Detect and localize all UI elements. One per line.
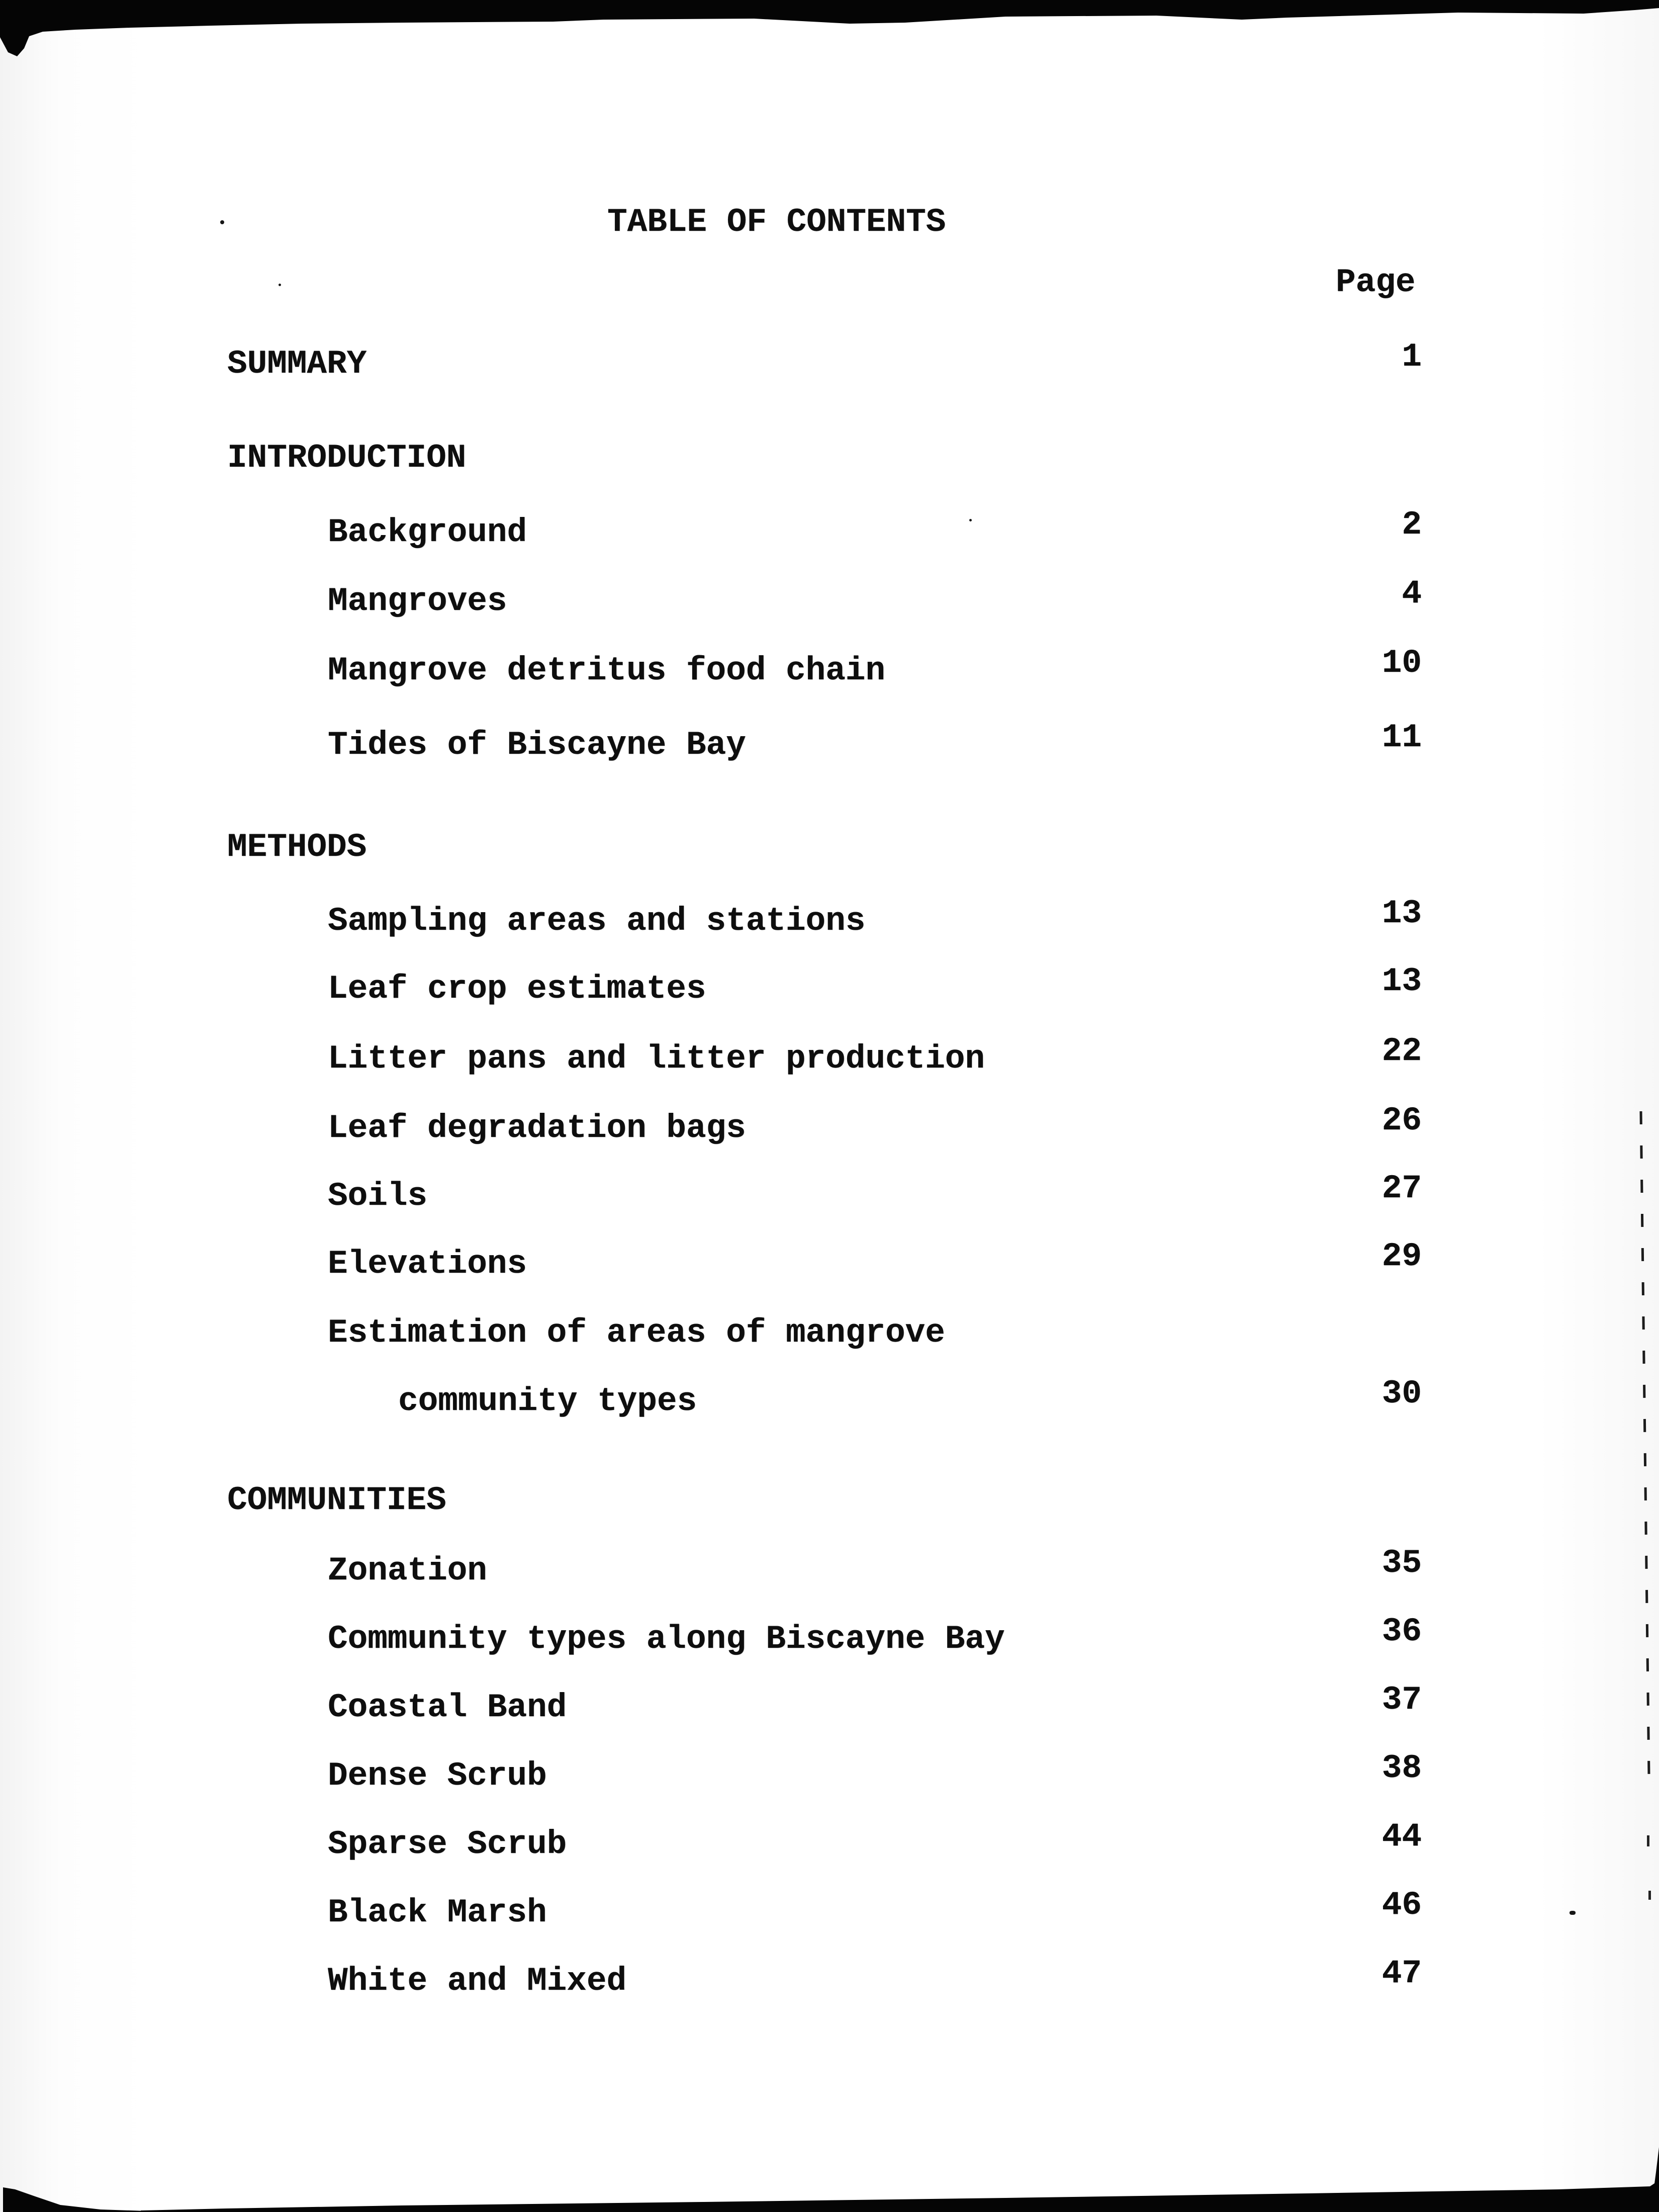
toc-row-mangrove-detritus	[0, 644, 1659, 692]
toc-entry-label: Leaf degradation bags	[328, 1109, 746, 1147]
toc-row-litter-pans	[0, 1032, 1659, 1080]
toc-row-communities	[0, 1480, 1659, 1522]
page-title: TABLE OF CONTENTS	[607, 203, 946, 241]
toc-row-leaf-degradation	[0, 1102, 1659, 1149]
toc-page-number: 27	[1381, 1170, 1422, 1207]
toc-row-summary	[0, 338, 1659, 385]
toc-page-number: 22	[1381, 1032, 1422, 1070]
ink-speck	[220, 220, 224, 224]
toc-row-coastal-band	[0, 1681, 1659, 1729]
toc-row-leaf-crop	[0, 962, 1659, 1010]
toc-row-sampling-areas	[0, 895, 1659, 942]
toc-entry-label: Tides of Biscayne Bay	[328, 726, 746, 764]
toc-page-number: 10	[1381, 644, 1422, 682]
toc-entry-label: Zonation	[328, 1552, 487, 1589]
toc-row-community-types-biscayne	[0, 1613, 1659, 1660]
toc-page-number: 26	[1381, 1102, 1422, 1139]
toc-entry-label: Soils	[328, 1177, 428, 1215]
toc-row-elevations	[0, 1237, 1659, 1285]
toc-page-number: 29	[1381, 1237, 1422, 1275]
toc-row-mangroves	[0, 575, 1659, 623]
toc-row-black-marsh	[0, 1886, 1659, 1934]
toc-row-dense-scrub	[0, 1749, 1659, 1797]
toc-entry-label: Sparse Scrub	[328, 1825, 567, 1863]
toc-page-number: 47	[1381, 1955, 1422, 1992]
toc-section-label: METHODS	[227, 828, 367, 866]
toc-page-number: 30	[1381, 1375, 1422, 1412]
toc-row-introduction	[0, 438, 1659, 479]
toc-entry-label: Coastal Band	[328, 1689, 567, 1726]
toc-entry-label: Background	[328, 513, 527, 551]
toc-entry-label: Mangrove detritus food chain	[328, 652, 885, 689]
toc-page-number: 2	[1402, 506, 1422, 544]
toc-entry-label: Community types along Biscayne Bay	[328, 1620, 1005, 1658]
toc-row-white-and-mixed	[0, 1955, 1659, 2002]
toc-row-sparse-scrub	[0, 1818, 1659, 1866]
toc-row-soils	[0, 1170, 1659, 1217]
toc-page-number: 37	[1381, 1681, 1422, 1719]
toc-entry-label: Mangroves	[328, 582, 507, 620]
page-column-label: Page	[1336, 263, 1416, 301]
toc-entry-label: Elevations	[328, 1245, 527, 1283]
toc-row-estimation-areas	[0, 1313, 1659, 1354]
toc-entry-label: Sampling areas and stations	[328, 902, 866, 940]
toc-page-number: 13	[1381, 895, 1422, 932]
toc-page-number: 38	[1381, 1749, 1422, 1787]
toc-page-number: 35	[1381, 1544, 1422, 1582]
toc-page-number: 36	[1381, 1613, 1422, 1650]
toc-page-number: 11	[1381, 719, 1422, 756]
toc-page-number: 46	[1381, 1886, 1422, 1924]
toc-section-label: COMMUNITIES	[227, 1481, 446, 1519]
toc-entry-label: White and Mixed	[328, 1962, 627, 2000]
toc-entry-label: Estimation of areas of mangrove	[328, 1314, 945, 1352]
toc-entry-label: Black Marsh	[328, 1894, 547, 1931]
toc-row-background	[0, 506, 1659, 554]
toc-page-number: 4	[1402, 575, 1422, 612]
toc-section-label: SUMMARY	[227, 345, 367, 383]
toc-section-label: INTRODUCTION	[227, 439, 467, 477]
toc-row-zonation	[0, 1544, 1659, 1592]
toc-row-community-types-wrap	[0, 1375, 1659, 1423]
toc-page-number: 1	[1402, 338, 1422, 376]
toc-row-tides	[0, 719, 1659, 766]
toc-entry-label: Leaf crop estimates	[328, 970, 706, 1008]
toc-entry-label: Litter pans and litter production	[328, 1040, 985, 1078]
toc-entry-label: Dense Scrub	[328, 1757, 547, 1795]
toc-page-number: 44	[1381, 1818, 1422, 1855]
toc-entry-label: community types	[398, 1382, 697, 1420]
toc-row-methods	[0, 827, 1659, 868]
toc-page-number: 13	[1381, 962, 1422, 1000]
ink-speck	[279, 284, 281, 286]
